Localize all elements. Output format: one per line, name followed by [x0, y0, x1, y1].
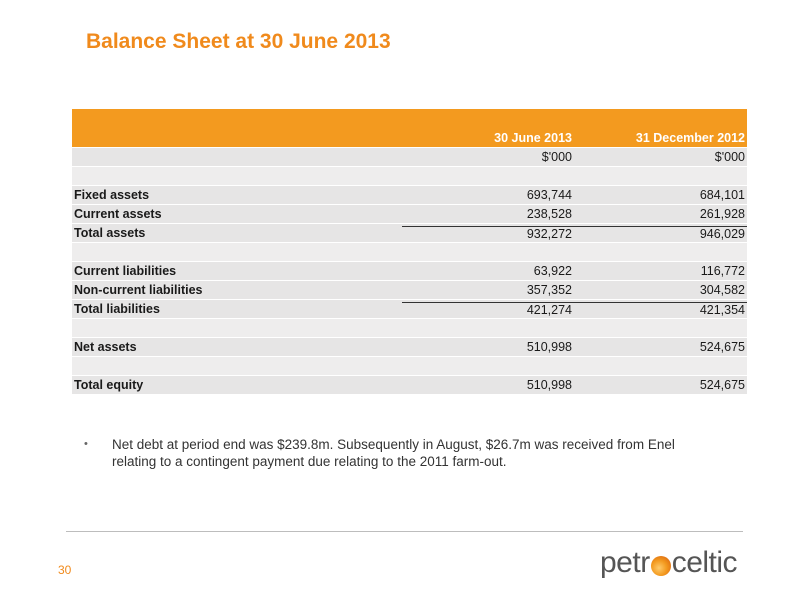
row-value-2012: 524,675	[699, 378, 745, 392]
table-row-total-equity	[72, 375, 747, 394]
header-col-30-june-2013: 30 June 2013	[494, 131, 572, 145]
spacer-row	[72, 318, 747, 337]
footer-divider	[66, 531, 743, 532]
bullet-icon: •	[84, 438, 88, 450]
spacer-row	[72, 356, 747, 375]
table-row-current-assets	[72, 204, 747, 223]
row-value-2012: 116,772	[700, 264, 745, 278]
balance-sheet-table	[72, 109, 747, 394]
spacer-row	[72, 166, 747, 185]
row-value-2012: 684,101	[699, 188, 745, 202]
units-col-a: $'000	[541, 150, 572, 164]
table-row-fixed-assets	[72, 185, 747, 204]
page-title: Balance Sheet at 30 June 2013	[86, 30, 391, 53]
row-value-2013: 510,998	[526, 378, 572, 392]
table-row-current-liabilities	[72, 261, 747, 280]
table-row-total-assets	[72, 223, 747, 242]
row-value-2012: 304,582	[699, 283, 745, 297]
units-col-b: $'000	[714, 150, 745, 164]
row-label: Fixed assets	[74, 188, 150, 202]
row-value-2012: 946,029	[574, 226, 747, 241]
row-value-2013: 510,998	[526, 340, 572, 354]
note-bullet	[84, 436, 704, 470]
row-label: Total assets	[74, 226, 146, 240]
row-label: Current liabilities	[74, 264, 177, 278]
petroceltic-logo: petr celtic	[600, 546, 738, 579]
spacer-row	[72, 242, 747, 261]
row-value-2013: 238,528	[526, 207, 572, 221]
row-value-2013: 421,274	[402, 302, 574, 317]
row-value-2013: 357,352	[526, 283, 572, 297]
row-value-2013: 63,922	[533, 264, 572, 278]
table-row-total-liabilities	[72, 299, 747, 318]
row-value-2013: 932,272	[402, 226, 574, 241]
header-col-31-december-2012: 31 December 2012	[635, 131, 745, 145]
row-value-2012: 421,354	[574, 302, 747, 317]
row-value-2013: 693,744	[526, 188, 572, 202]
row-label: Total liabilities	[74, 302, 160, 316]
row-label: Total equity	[74, 378, 144, 392]
table-row-net-assets	[72, 337, 747, 356]
table-header-row	[72, 109, 747, 147]
row-label: Current assets	[74, 207, 162, 221]
row-label: Net assets	[74, 340, 137, 354]
page-number: 30	[58, 563, 72, 577]
row-value-2012: 524,675	[699, 340, 745, 354]
flame-o-icon	[651, 556, 671, 576]
units-row	[72, 147, 747, 166]
note-text: Net debt at period end was $239.8m. Subsequently in August, $26.7m was received from Enel relating to a contingent payment due relating to the 2011 farm-out.	[112, 437, 675, 469]
table-row-non-current-liabilities	[72, 280, 747, 299]
row-label: Non-current liabilities	[74, 283, 203, 297]
row-value-2012: 261,928	[699, 207, 745, 221]
